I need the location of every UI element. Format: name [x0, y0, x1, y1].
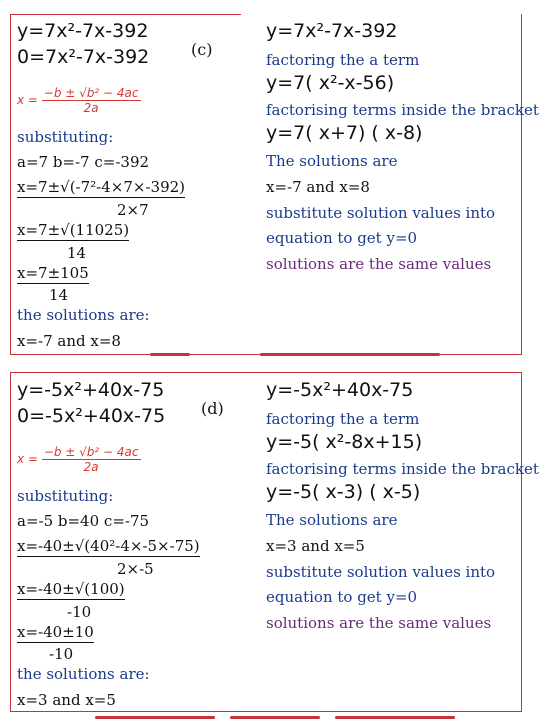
- note-get-y-zero: equation to get y=0: [266, 588, 418, 606]
- coefficients-line: a=-5 b=40 c=-75: [17, 512, 150, 530]
- formula-denominator: 2a: [83, 101, 99, 115]
- note-factorising-bracket: factorising terms inside the bracket: [266, 101, 539, 119]
- step-3-denominator: 14: [49, 286, 69, 304]
- formula-lhs: x =: [17, 452, 38, 466]
- formula-numerator: −b ± √b² − 4ac: [43, 86, 139, 100]
- factoring-equation-3: y=-5( x-3) ( x-5): [266, 481, 421, 503]
- panel-top-line: [11, 14, 241, 15]
- coefficients-line: a=7 b=-7 c=-392: [17, 153, 150, 171]
- step-2-denominator: -10: [67, 603, 92, 621]
- step-1-denominator: 2×7: [117, 201, 149, 219]
- factoring-solutions: x=3 and x=5: [266, 537, 365, 555]
- note-factorising-bracket: factorising terms inside the bracket: [266, 460, 539, 478]
- step-3-numerator: x=7±105: [17, 264, 89, 282]
- factoring-equation-3: y=7( x+7) ( x-8): [266, 122, 423, 144]
- equation-line-2: 0=7x²-7x-392: [17, 46, 150, 68]
- equation-line-2: 0=-5x²+40x-75: [17, 405, 166, 427]
- red-stroke: [150, 353, 190, 356]
- note-same-values: solutions are the same values: [266, 255, 492, 273]
- panel-d: [10, 372, 539, 712]
- note-same-values: solutions are the same values: [266, 614, 492, 632]
- red-stroke: [335, 716, 455, 719]
- substituting-label: substituting:: [17, 128, 114, 146]
- factoring-solutions: x=-7 and x=8: [266, 178, 370, 196]
- note-solutions-are: The solutions are: [266, 152, 398, 170]
- step-3-denominator: -10: [49, 645, 74, 663]
- note-get-y-zero: equation to get y=0: [266, 229, 418, 247]
- formula-denominator: 2a: [83, 460, 99, 474]
- note-factoring-a: factoring the a term: [266, 410, 420, 428]
- step-1-numerator: x=-40±√(40²-4×-5×-75): [17, 537, 200, 555]
- quadratic-formula: [17, 86, 141, 115]
- note-solutions-are: The solutions are: [266, 511, 398, 529]
- step-2-denominator: 14: [67, 244, 87, 262]
- note-substitute: substitute solution values into: [266, 563, 496, 581]
- step-1-denominator: 2×-5: [117, 560, 154, 578]
- note-factoring-a: factoring the a term: [266, 51, 420, 69]
- substituting-label: substituting:: [17, 487, 114, 505]
- factoring-equation-2: y=-5( x²-8x+15): [266, 431, 423, 453]
- factoring-equation-1: y=7x²-7x-392: [266, 20, 398, 42]
- step-2-numerator: x=7±√(11025): [17, 221, 130, 239]
- solutions-result: x=3 and x=5: [17, 691, 116, 709]
- solutions-label: the solutions are:: [17, 665, 150, 683]
- red-stroke: [230, 716, 320, 719]
- red-stroke: [260, 353, 440, 356]
- step-2-numerator: x=-40±√(100): [17, 580, 125, 598]
- note-substitute: substitute solution values into: [266, 204, 496, 222]
- quadratic-formula: [17, 445, 141, 474]
- factoring-equation-2: y=7( x²-x-56): [266, 72, 395, 94]
- red-stroke: [95, 716, 215, 719]
- formula-lhs: x =: [17, 93, 38, 107]
- panel-c: [10, 14, 539, 355]
- formula-numerator: −b ± √b² − 4ac: [43, 445, 139, 459]
- panel-label: (d): [201, 399, 224, 418]
- equation-line-1: y=7x²-7x-392: [17, 20, 149, 42]
- panel-label: (c): [191, 40, 213, 59]
- factoring-equation-1: y=-5x²+40x-75: [266, 379, 414, 401]
- solutions-label: the solutions are:: [17, 306, 150, 324]
- equation-line-1: y=-5x²+40x-75: [17, 379, 165, 401]
- step-3-numerator: x=-40±10: [17, 623, 94, 641]
- formula-fraction: [42, 86, 141, 115]
- formula-fraction: [42, 445, 141, 474]
- solutions-result: x=-7 and x=8: [17, 332, 121, 350]
- step-1-numerator: x=7±√(-7²-4×7×-392): [17, 178, 186, 196]
